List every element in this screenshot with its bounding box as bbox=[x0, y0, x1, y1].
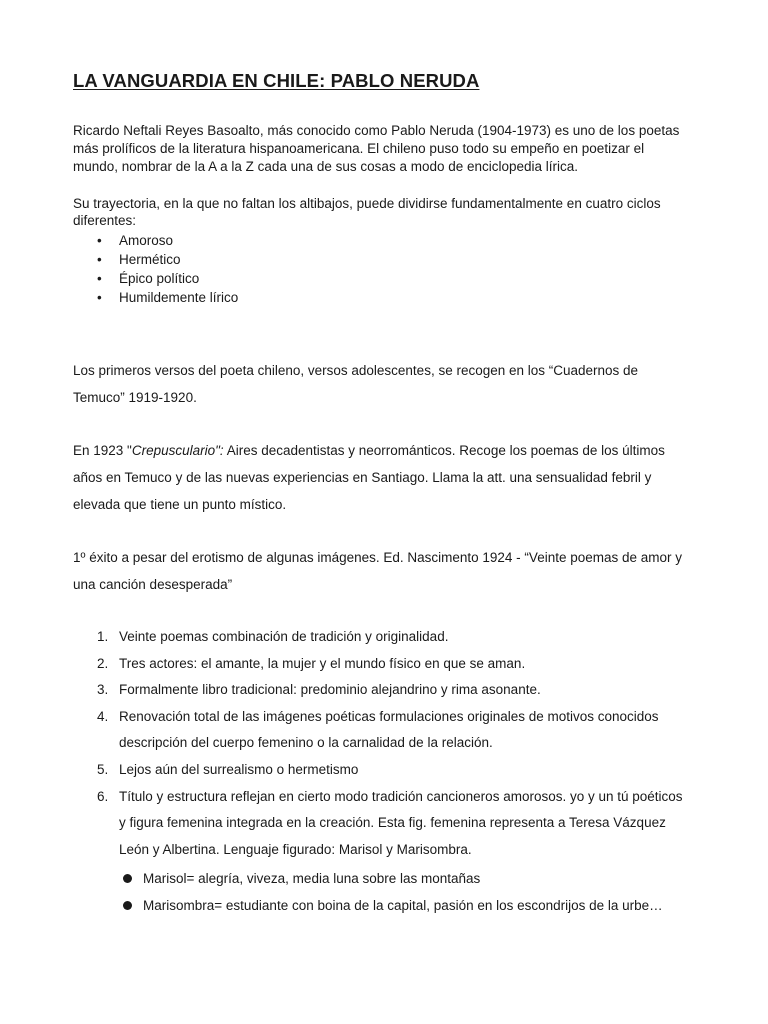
crepusculario-paragraph bbox=[73, 437, 692, 518]
list-number: 1. bbox=[97, 629, 109, 644]
ciclos-list bbox=[73, 231, 692, 307]
list-number: 6. bbox=[97, 788, 109, 804]
intro-paragraph: Ricardo Neftali Reyes Basoalto, más conocido como Pablo Neruda (1904-1973) es uno de los poetas más prolíficos de la literatura hispanoamericana. El chileno puso todo su empeño en poetizar el mundo, nombrar de la A a la Z cada una de sus cosas a modo de enciclopedia lírica. bbox=[73, 123, 680, 174]
list-item: • Humildemente lírico bbox=[73, 288, 692, 307]
list-item bbox=[73, 892, 692, 919]
veinte-poemas-list bbox=[73, 624, 692, 863]
list-text: Veinte poemas combinación de tradición y originalidad. bbox=[119, 629, 449, 644]
primeros-versos-paragraph: Los primeros versos del poeta chileno, versos adolescentes, se recogen en los “Cuadernos de Temuco” 1919-1920. bbox=[73, 363, 639, 405]
list-item bbox=[73, 784, 692, 864]
list-item: • Hermético bbox=[73, 250, 692, 269]
list-item bbox=[73, 757, 692, 784]
exito-paragraph: 1º éxito a pesar del erotismo de algunas imágenes. Ed. Nascimento 1924 - “Veinte poemas de amor y una canción desesperada” bbox=[73, 550, 683, 592]
list-text: Renovación total de las imágenes poéticas formulaciones originales de motivos conocidos descripción del cuerpo femenino o la carnalidad de la relación. bbox=[119, 708, 659, 751]
list-number: 5. bbox=[97, 761, 109, 777]
crepusculario-prefix: En 1923 " bbox=[73, 443, 132, 458]
list-text: Tres actores: el amante, la mujer y el mundo físico en que se aman. bbox=[119, 655, 526, 671]
bullet-dot-icon bbox=[123, 874, 132, 883]
list-number: 2. bbox=[97, 655, 109, 671]
list-item bbox=[73, 704, 692, 757]
list-number: 4. bbox=[97, 708, 109, 724]
trayectoria-paragraph: Su trayectoria, en la que no faltan los altibajos, puede dividirse fundamentalmente en cuatro ciclos diferentes: bbox=[73, 196, 661, 228]
list-item: • Amoroso bbox=[73, 231, 692, 250]
bullet-dot-icon bbox=[123, 901, 132, 910]
crepusculario-text: Aires decadentistas y neorrománticos. Recoge los poemas de los últimos años en Temuco y de las nuevas experiencias en Santiago. Llama la att. una sensualidad febril y elevada que tiene un punto místico. bbox=[73, 443, 665, 512]
list-text: Título y estructura reflejan en cierto modo tradición cancioneros amorosos. yo y un tú poéticos y figura femenina integrada en la creación. Esta fig. femenina representa a Teresa Vázquez León y Albertina. Lenguaje figurado: Marisol y Marisombra. bbox=[119, 788, 683, 857]
list-item bbox=[73, 624, 692, 651]
list-text: Lejos aún del surrealismo o hermetismo bbox=[119, 761, 359, 777]
list-item bbox=[73, 651, 692, 678]
list-item: • Épico político bbox=[73, 269, 692, 288]
crepusculario-title: Crepusculario": bbox=[131, 443, 224, 458]
list-number: 3. bbox=[97, 682, 109, 698]
list-text: Marisombra= estudiante con boina de la capital, pasión en los escondrijos de la urbe… bbox=[143, 898, 663, 914]
marisol-list bbox=[73, 865, 692, 919]
list-text: Formalmente libro tradicional: predominio alejandrino y rima asonante. bbox=[119, 682, 541, 698]
list-text: Marisol= alegría, viveza, media luna sobre las montañas bbox=[143, 871, 481, 887]
list-item bbox=[73, 677, 692, 704]
list-item bbox=[73, 865, 692, 892]
page-title: LA VANGUARDIA EN CHILE: PABLO NERUDA bbox=[73, 70, 480, 91]
